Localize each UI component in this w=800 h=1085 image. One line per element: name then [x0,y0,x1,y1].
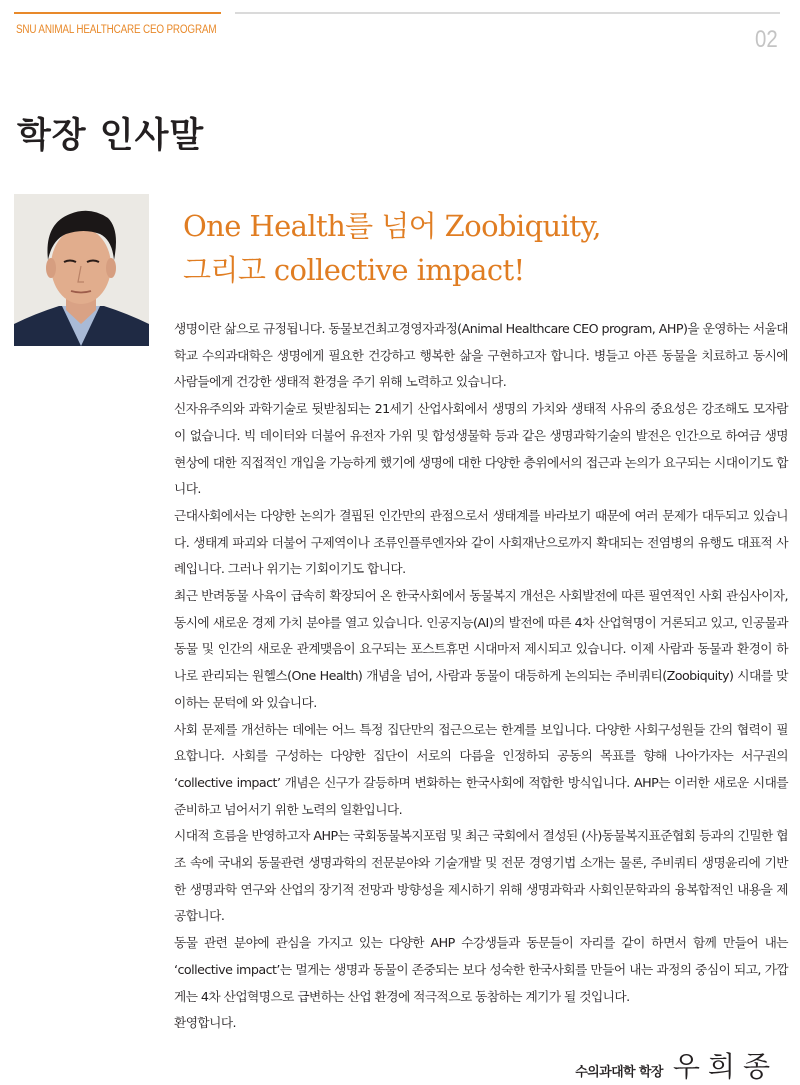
headline [183,204,601,292]
signature [575,1045,778,1085]
page-number: 02 [755,26,778,53]
header-accent-rule [14,12,221,14]
paragraph: 사회 문제를 개선하는 데에는 어느 특정 집단만의 접근으로는 한계를 보입니다. 다양한 사회구성원들 간의 협력이 필요합니다. 사회를 구성하는 다양한 집단이 서로의 다름을 인정하되 공동의 목표를 향해 나아가자는 서구권의 ‘collective impact’ 개념은 신구가 갈등하며 변화하는 한국사회에 적합한 방식입니다. AHP는 이러한 새로운 시대를 준비하고 넘어서기 위한 노력의 일환입니다. [174,721,788,817]
paragraph: 생명이란 삶으로 규정됩니다. 동물보건최고경영자과정(Animal Healthcare CEO program, AHP)을 운영하는 서울대학교 수의과대학은 생명에게 필요한 건강하고 행복한 삶을 구현하고자 합니다. 병들고 아픈 동물을 치료하고 동시에 사람들에게 건강한 생태적 환경을 주기 위해 노력하고 있습니다. [174,321,789,390]
headline-line-1: One Health를 넘어 Zoobiquity, [183,209,601,243]
dean-portrait [14,194,149,346]
headline-line-2: 그리고 collective impact! [183,253,525,287]
paragraph: 시대적 흐름을 반영하고자 AHP는 국회동물복지포럼 및 최근 국회에서 결성된 (사)동물복지표준협회 등과의 긴밀한 협조 속에 국내외 동물관련 생명과학의 전문분야와 기술개발 및 전문 경영기법 소개는 물론, 주비쿼티 생명윤리에 기반한 생명과학 연구와 산업의 장기적 전망과 방향성을 제시하기 위해 생명과학과 사회인문학과의 융복합적인 내용을 제공합니다. [174,828,788,924]
paragraph: 신자유주의와 과학기술로 뒷받침되는 21세기 산업사회에서 생명의 가치와 생태적 사유의 중요성은 강조해도 모자람이 없습니다. 빅 데이터와 더불어 유전자 가위 및 합성생물학 등과 같은 생명과학기술의 발전은 인간으로 하여금 생명 현상에 대한 직접적인 개입을 가능하게 했기에 생명에 대한 다양한 층위에서의 접근과 논의가 요구되는 시대이기도 합니다. [174,401,788,497]
header-gray-rule [235,12,780,14]
closing-paragraph: 환영합니다. [174,1015,237,1031]
paragraph: 근대사회에서는 다양한 논의가 결핍된 인간만의 관점으로서 생태계를 바라보기 때문에 여러 문제가 대두되고 있습니다. 생태계 파괴와 더불어 구제역이나 조류인플루엔자와 같이 사회재난으로까지 확대되는 전염병의 유행도 대표적 사례입니다. 그러나 위기는 기회이기도 합니다. [174,507,788,577]
signature-name: 우희종 [672,1050,778,1083]
paragraph: 최근 반려동물 사육이 급속히 확장되어 온 한국사회에서 동물복지 개선은 사회발전에 따른 필연적인 사회 관심사이자, 동시에 새로운 경제 가치 분야를 열고 있습니다. 인공지능(AI)의 발전에 따른 4차 산업혁명이 거론되고 있고, 인공물과 동물 및 인간의 새로운 관계맺음이 요구되는 포스트휴먼 시대마저 제시되고 있습니다. 이제 사람과 동물과 환경이 하나로 관리되는 원헬스(One Health) 개념을 넘어, 사람과 동물이 대등하게 논의되는 주비쿼티(Zoobiquity) 시대를 맞이하는 문턱에 와 있습니다. [174,588,788,710]
program-label: SNU ANIMAL HEALTHCARE CEO PROGRAM [16,24,217,36]
portrait-photo-icon [14,194,149,346]
signature-title: 수의과대학 학장 [575,1065,663,1080]
page-title: 학장 인사말 [17,116,205,156]
greeting-body [174,316,788,1037]
paragraph: 동물 관련 분야에 관심을 가지고 있는 다양한 AHP 수강생들과 동문들이 자리를 같이 하면서 함께 만들어 내는 ‘collective impact’는 멀게는 생명과 동물이 존중되는 보다 성숙한 한국사회를 만들어 내는 과정의 중심이 되고, 가깝게는 4차 산업혁명으로 급변하는 산업 환경에 적극적으로 동참하는 계기가 될 것입니다. [174,935,788,1004]
